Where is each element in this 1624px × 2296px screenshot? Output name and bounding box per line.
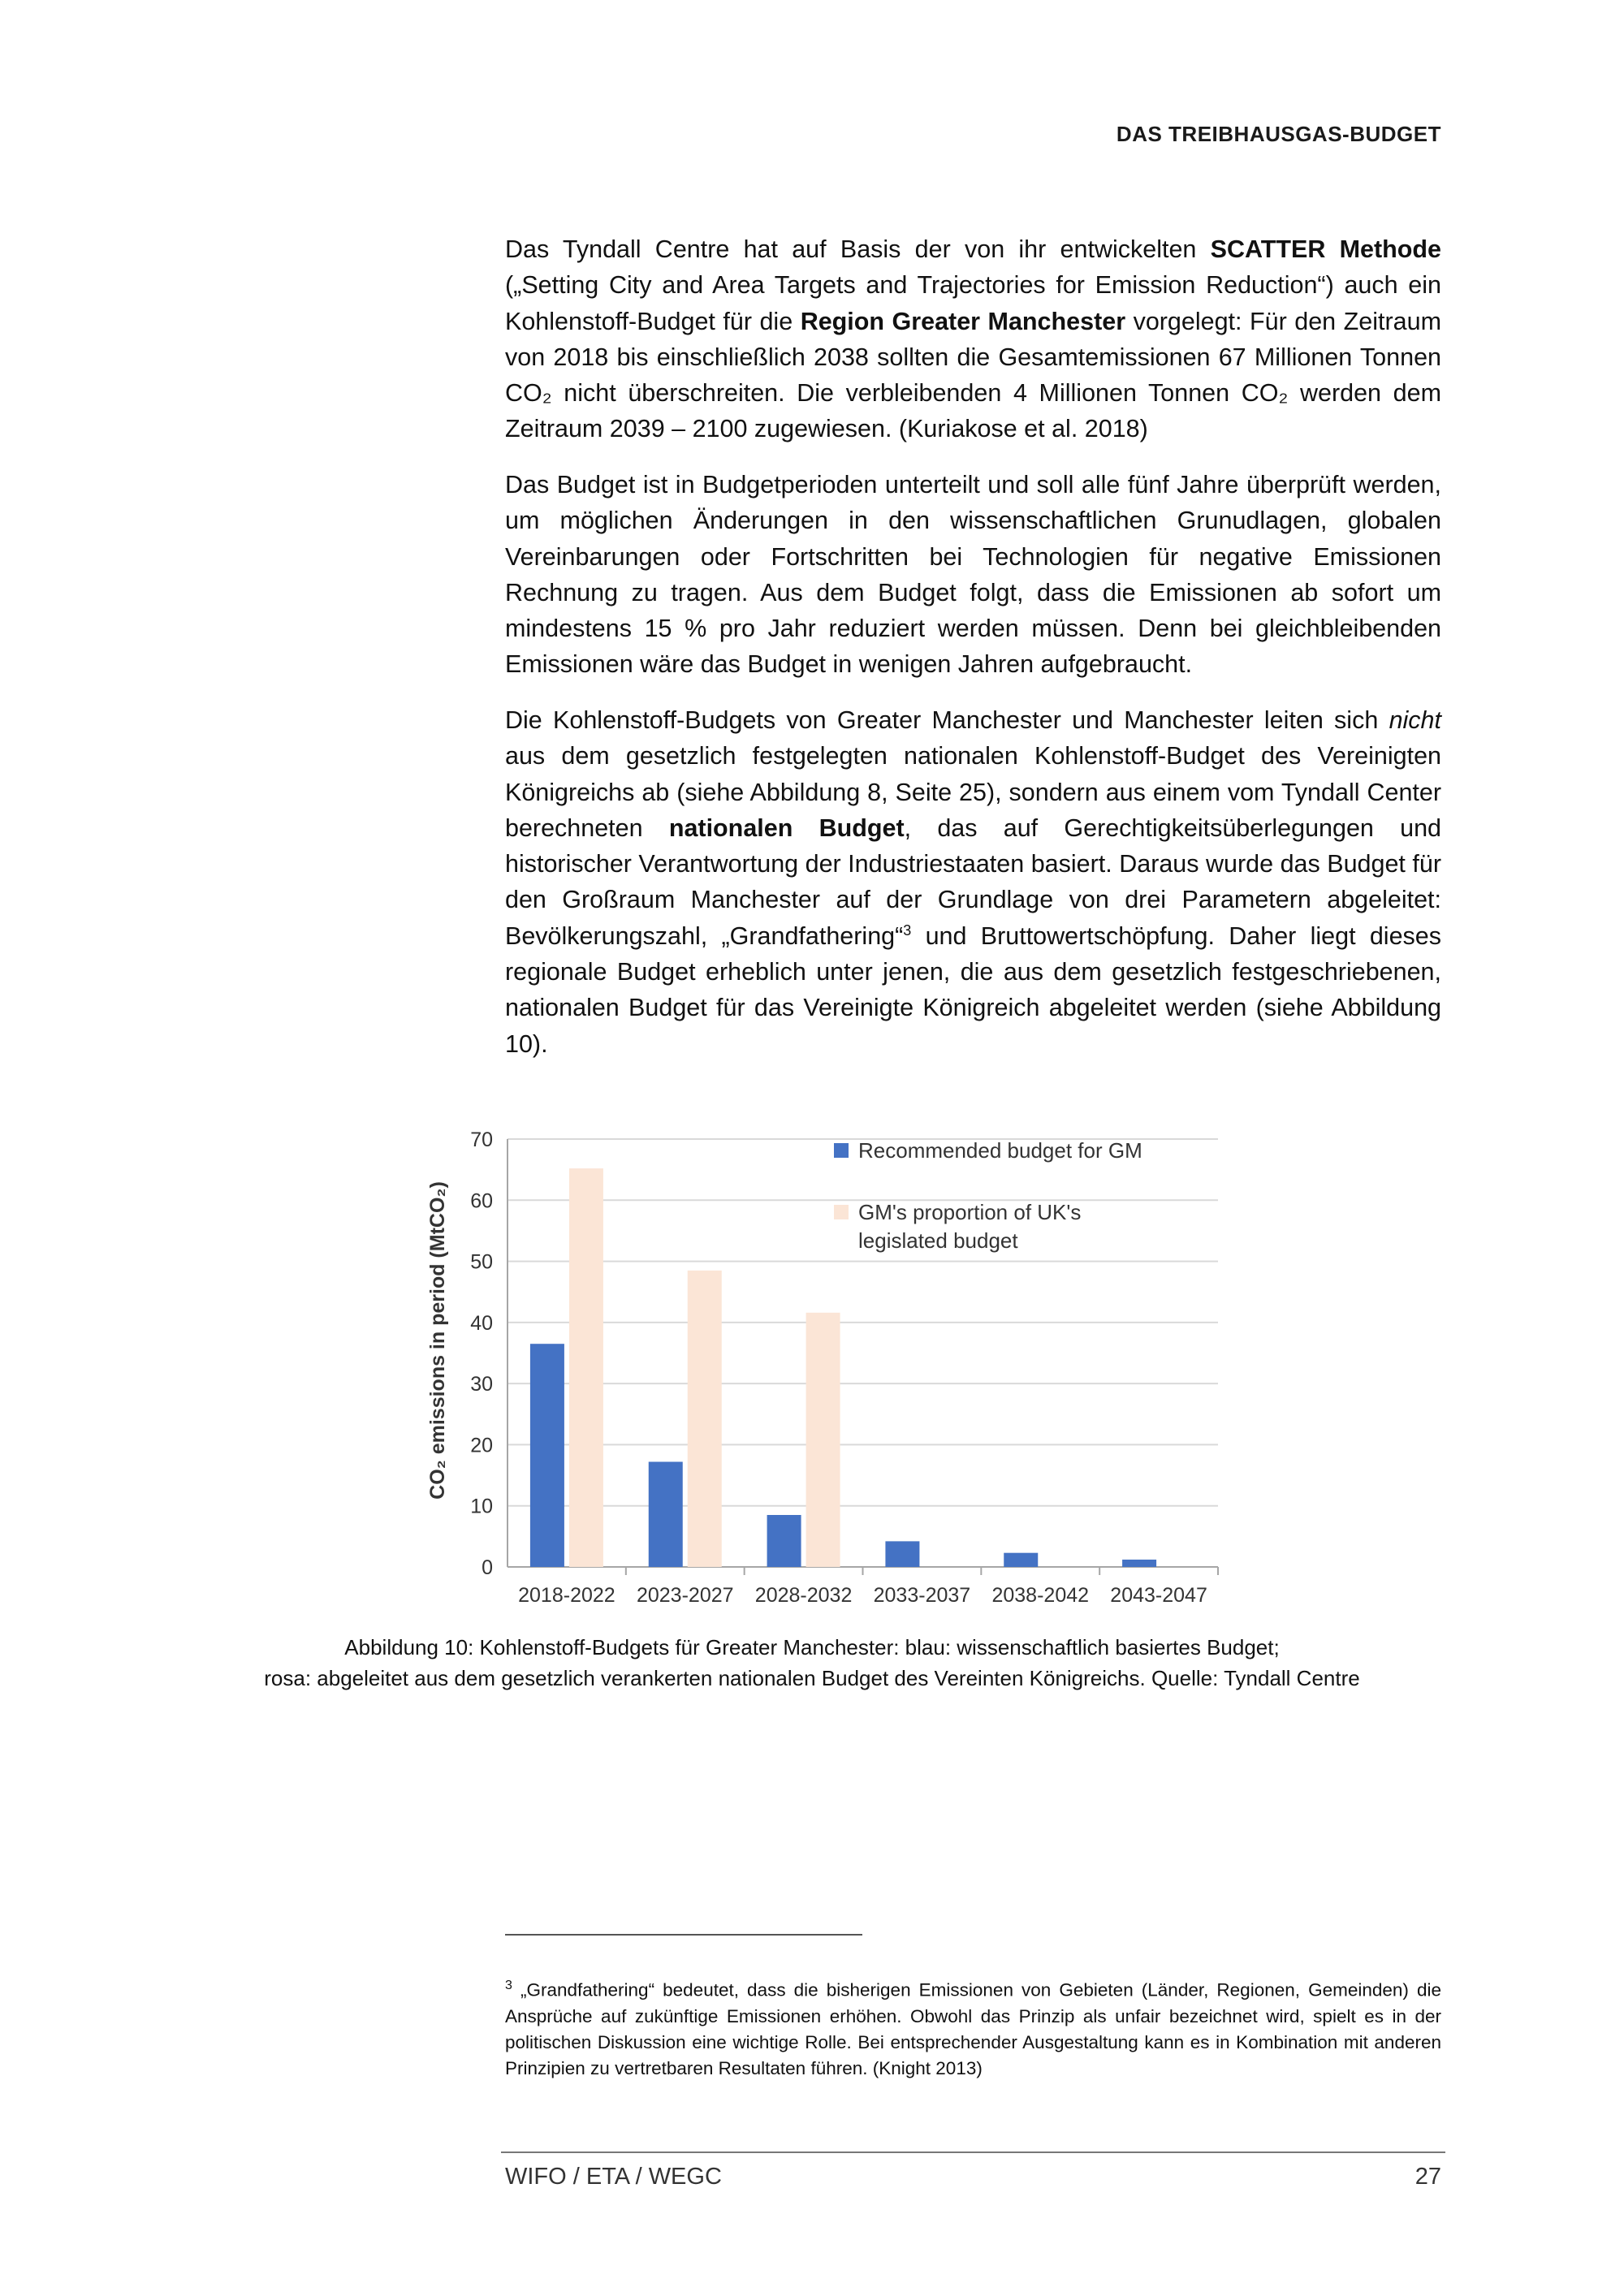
bar-uk-proportion-2028-2032 — [806, 1313, 840, 1567]
bar-uk-proportion-2023-2027 — [688, 1271, 722, 1567]
bar-recommended-2043-2047 — [1122, 1560, 1156, 1567]
footnote-number: 3 — [505, 1979, 512, 1992]
footnote-separator — [505, 1934, 862, 1936]
bar-recommended-2033-2037 — [885, 1541, 919, 1567]
text-run: („Setting City and Area Targets and Trajectories for Emission Reduction“) auch ein Kohlenstoff-Budget für die — [505, 271, 1441, 335]
text-run: vorgelegt: Für den Zeitraum von 2018 bis einschließlich 2038 sollten die Gesamtemissionen 67 Millionen Tonnen CO₂ nicht überschreiten. Die verbleibenden 4 Millionen Tonnen CO₂ werden dem Zeitraum 2039 – 2100 zugewiesen. (Kuriakose et al. 2018) — [505, 307, 1441, 443]
x-tick-label: 2033-2037 — [873, 1584, 971, 1607]
chart-bars — [530, 1168, 1156, 1567]
paragraph-national-budget — [505, 702, 1441, 1062]
bold-term-scatter: SCATTER Methode — [1210, 235, 1441, 263]
italic-term-nicht: nicht — [1389, 706, 1441, 734]
text-run: Das Tyndall Centre hat auf Basis der von ihr entwickelten — [505, 235, 1211, 263]
paragraph-text: Das Budget ist in Budgetperioden unterteilt und soll alle fünf Jahre überprüft werden, um möglichen Änderungen in den wissenschaftlichen Grunudlagen, globalen Vereinbarungen oder Fortschritten bei Technologien für negative Emissionen Rechnung zu tragen. Aus dem Budget folgt, dass die Emissionen ab sofort um mindestens 15 % pro Jahr reduziert werden müssen. Denn bei gleichbleibenden Emissionen wäre das Budget in wenigen Jahren aufgebraucht. — [505, 471, 1441, 679]
x-tick-label: 2018-2022 — [518, 1584, 615, 1607]
text-run: , das auf Gerechtigkeitsüberlegungen und historischer Verantwortung der Industriestaaten basiert. Daraus wurde das Budget für den Großraum Manchester auf der Grundlage von drei Parametern abgeleitet: Bevölkerungszahl, „Grandfathering“ — [505, 814, 1442, 950]
bar-recommended-2038-2042 — [1004, 1553, 1038, 1567]
footnote-reference[interactable]: 3 — [903, 921, 912, 939]
x-tick-label: 2028-2032 — [754, 1584, 853, 1607]
x-tick-label: 2023-2027 — [636, 1584, 734, 1607]
running-header: DAS TREIBHAUSGAS-BUDGET — [1116, 122, 1441, 146]
text-run: aus dem gesetzlich festgelegten nationalen Kohlenstoff-Budget des Vereinigten Königreichs ab (siehe Abbildung 8, Seite 25), sondern aus einem vom Tyndall Center berechneten — [505, 742, 1441, 842]
figure-caption — [162, 1632, 1462, 1694]
caption-line-1: Abbildung 10: Kohlenstoff-Budgets für Greater Manchester: blau: wissenschaftlich basiertes Budget; — [344, 1635, 1280, 1659]
y-tick-label: 0 — [482, 1556, 493, 1579]
legend-label: Recommended budget for GM — [858, 1138, 1142, 1163]
page-number: 27 — [1415, 2164, 1441, 2190]
chart-y-ticks — [470, 1129, 493, 1579]
bar-recommended-2018-2022 — [530, 1344, 564, 1567]
legend-label: legislated budget — [858, 1228, 1018, 1253]
text-run: Die Kohlenstoff-Budgets von Greater Manchester und Manchester leiten sich — [505, 706, 1389, 734]
chart-legend — [834, 1138, 1142, 1253]
x-tick-label: 2038-2042 — [991, 1584, 1090, 1607]
bar-uk-proportion-2018-2022 — [569, 1168, 603, 1567]
y-tick-label: 40 — [470, 1311, 493, 1335]
paragraph-budget-periods — [505, 467, 1441, 683]
y-tick-label: 20 — [470, 1434, 493, 1457]
bar-recommended-2023-2027 — [649, 1462, 683, 1567]
y-axis-label: CO₂ emissions in period (MtCO₂) — [426, 1181, 449, 1500]
caption-line-2: rosa: abgeleitet aus dem gesetzlich verankerten nationalen Budget des Vereinten Königreichs. Quelle: Tyndall Centre — [264, 1666, 1360, 1690]
footnote-text: „Grandfathering“ bedeutet, dass die bisherigen Emissionen von Gebieten (Länder, Regionen, Gemeinden) die Ansprüche auf zukünftige Emissionen erhöhen. Obwohl das Prinzip als unfair bezeichnet wird, spielt es in der politischen Diskussion eine wichtige Rolle. Bei entsprechender Ausgestaltung kann es in Kombination mit anderen Prinzipien zu vertretbaren Resultaten führen. (Knight 2013) — [505, 1979, 1441, 2078]
y-tick-label: 60 — [470, 1189, 493, 1213]
paragraph-scatter-method — [505, 231, 1441, 447]
emissions-bar-chart — [406, 1116, 1234, 1620]
y-tick-label: 50 — [470, 1250, 493, 1274]
legend-swatch — [834, 1205, 849, 1219]
chart-svg — [406, 1116, 1234, 1620]
text-run: und Bruttowertschöpfung. Daher liegt dieses regionale Budget erheblich unter jenen, die aus dem gesetzlich festgeschriebenen, nationalen Budget für das Vereinigte Königreich abgeleitet werden (siehe Abbildung 10). — [505, 921, 1441, 1058]
legend-label: GM's proportion of UK's — [858, 1200, 1082, 1224]
y-tick-label: 10 — [470, 1495, 493, 1518]
y-tick-label: 70 — [470, 1129, 493, 1151]
bar-recommended-2028-2032 — [767, 1515, 801, 1567]
x-tick-label: 2043-2047 — [1110, 1584, 1207, 1607]
y-tick-label: 30 — [470, 1373, 493, 1396]
chart-x-ticks — [518, 1584, 1207, 1607]
footer-separator — [501, 2151, 1445, 2153]
footnote-3 — [505, 1973, 1441, 2082]
bold-term-region: Region Greater Manchester — [800, 307, 1126, 335]
legend-swatch — [834, 1143, 849, 1158]
footer-institutions: WIFO / ETA / WEGC — [505, 2164, 722, 2190]
bold-term-national-budget: nationalen Budget — [668, 814, 905, 842]
